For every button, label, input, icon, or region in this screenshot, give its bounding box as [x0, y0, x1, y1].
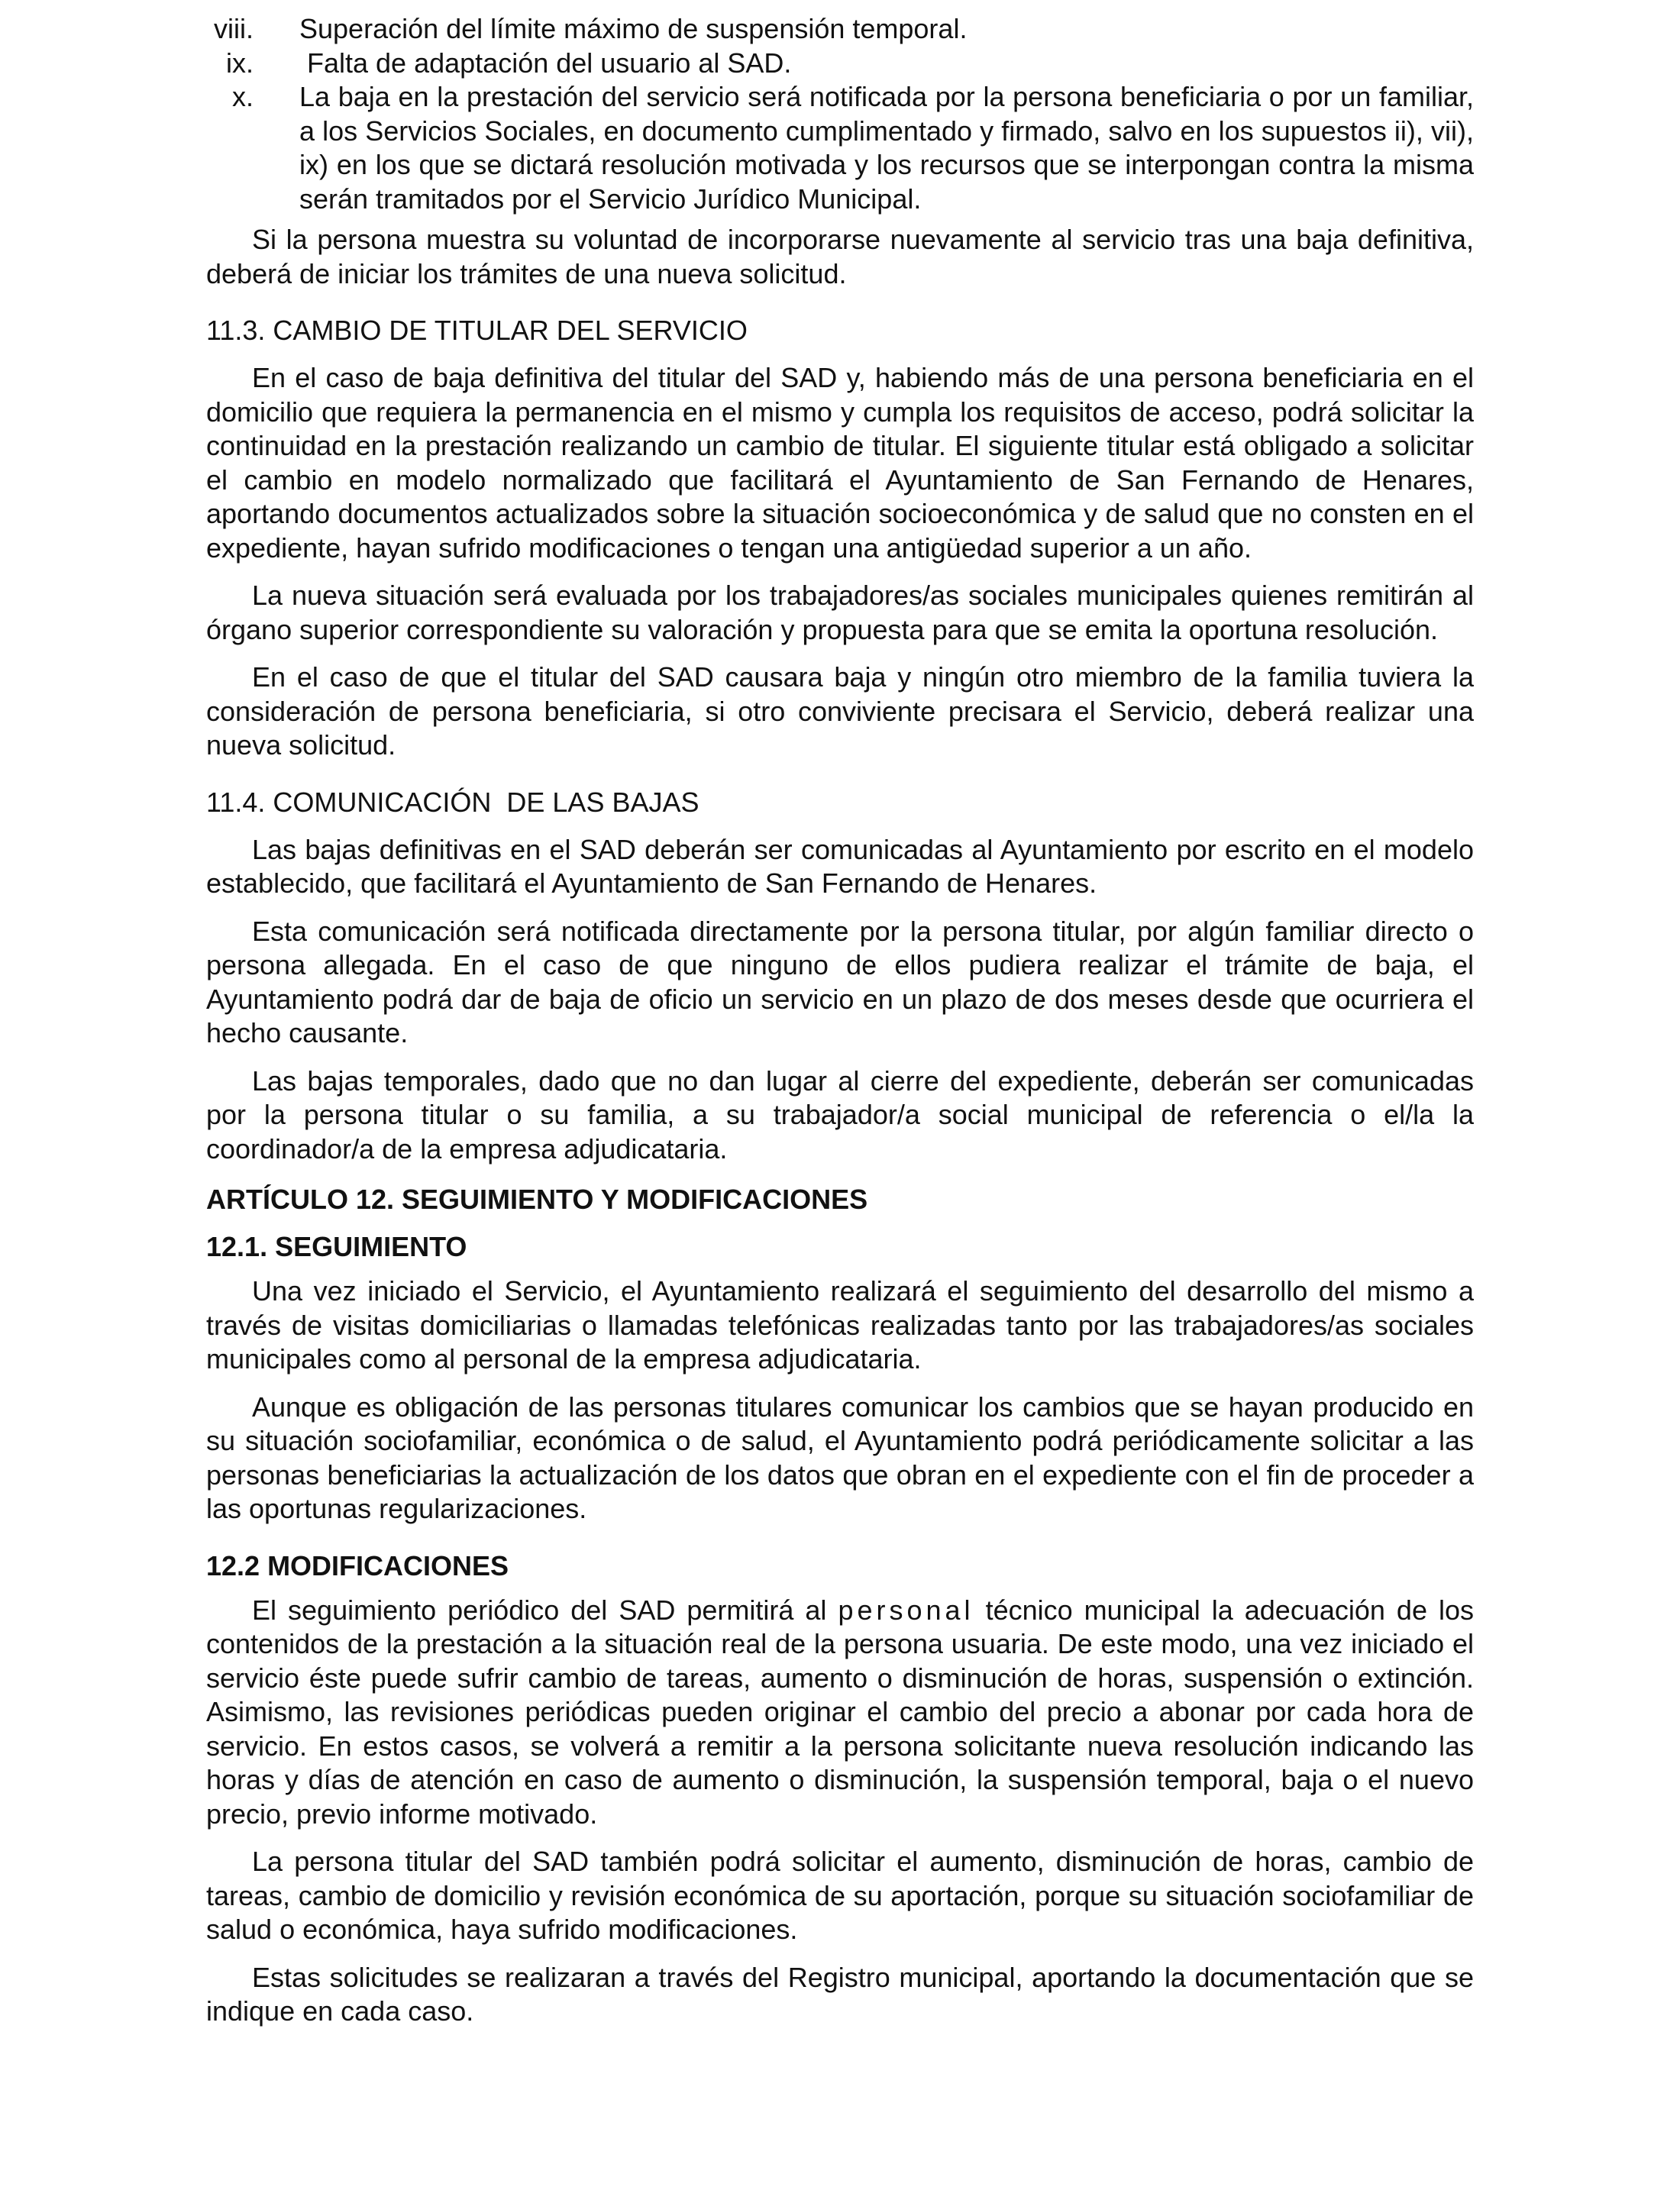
section-heading-12-2: 12.2 MODIFICACIONES [206, 1549, 509, 1581]
paragraph: Las bajas definitivas en el SAD deberán ser comunicadas al Ayuntamiento por escrito en el modelo establecido, que facilitará el Ayuntamiento de San Fernando de Henares. [206, 833, 1474, 899]
section-heading-11-4: 11.4. COMUNICACIÓN DE LAS BAJAS [206, 786, 699, 818]
section-heading-11-3: 11.3. CAMBIO DE TITULAR DEL SERVICIO [206, 315, 748, 346]
list-item [206, 80, 1474, 216]
paragraph: Las bajas temporales, dado que no dan lugar al cierre del expediente, deberán ser comunicadas por la persona titular o su familia, a su trabajador/a social municipal de referencia o el/la la coordinador/a de la empresa adjudicataria. [206, 1064, 1474, 1165]
paragraph-text-start: El seguimiento periódico del SAD permitirá al [252, 1594, 838, 1626]
paragraph: La nueva situación será evaluada por los trabajadores/as sociales municipales quienes remitirán al órgano superior correspondiente su valoración y propuesta para que se emita la oportuna resolución. [206, 580, 1474, 645]
paragraph: En el caso de que el titular del SAD causara baja y ningún otro miembro de la familia tuviera la consideración de persona beneficiaria, si otro conviviente precisara el Servicio, deberá realizar una nueva solicitud. [206, 661, 1474, 761]
list-item [206, 47, 1474, 81]
paragraph: Si la persona muestra su voluntad de incorporarse nuevamente al servicio tras una baja definitiva, deberá de iniciar los trámites de una nueva solicitud. [206, 224, 1474, 289]
paragraph: Estas solicitudes se realizaran a través del Registro municipal, aportando la documentación que se indique en cada caso. [206, 1961, 1474, 2027]
spaced-word: personal [838, 1594, 974, 1626]
paragraph: La persona titular del SAD también podrá solicitar el aumento, disminución de horas, cambio de tareas, cambio de domicilio y revisión económica de su aportación, porque su situación sociofamiliar de salud o económica, haya sufrido modificaciones. [206, 1846, 1474, 1945]
list-item-text: Falta de adaptación del usuario al SAD. [299, 47, 792, 79]
suspension-causes-list [206, 12, 1474, 216]
article-heading-12: ARTÍCULO 12. SEGUIMIENTO Y MODIFICACIONES [206, 1184, 868, 1215]
list-item-text: La baja en la prestación del servicio será notificada por la persona beneficiaria o por un familiar, a los Servicios Sociales, en documento cumplimentado y firmado, salvo en los supuestos ii), vii), ix) en los que se dictará resolución motivada y los recursos que se interpongan contra la misma serán tramitados por el Servicio Jurídico Municipal. [299, 81, 1474, 215]
list-item-number: ix. [226, 47, 254, 79]
paragraph: Esta comunicación será notificada directamente por la persona titular, por algún familiar directo o persona allegada. En el caso de que ninguno de ellos pudiera realizar el trámite de baja, el Ayuntamiento podrá dar de baja de oficio un servicio en un plazo de dos meses desde que ocurriera el hecho causante. [206, 915, 1474, 1048]
list-item-text: Superación del límite máximo de suspensión temporal. [299, 13, 968, 44]
paragraph-text-end: técnico municipal la adecuación de los contenidos de la prestación a la situación real de la persona usuaria. De este modo, una vez iniciado el servicio éste puede sufrir cambio de tareas, aumento o disminución de horas, suspensión o extinción. Asimismo, las revisiones periódicas pueden originar el cambio del precio a abonar por cada hora de servicio. En estos casos, se volverá a remitir a la persona solicitante nueva resolución indicando las horas y días de atención en caso de aumento o disminución, la suspensión temporal, baja o el nuevo precio, previo informe motivado. [206, 1594, 1475, 1830]
list-item-number: viii. [214, 13, 254, 44]
paragraph: Una vez iniciado el Servicio, el Ayuntamiento realizará el seguimiento del desarrollo del mismo a través de visitas domiciliarias o llamadas telefónicas realizadas tanto por las trabajadores/as sociales municipales como al personal de la empresa adjudicataria. [206, 1275, 1474, 1375]
list-item [206, 12, 1474, 47]
paragraph: En el caso de baja definitiva del titular del SAD y, habiendo más de una persona beneficiaria en el domicilio que requiera la permanencia en el mismo y cumpla los requisitos de acceso, podrá solicitar la continuidad en la prestación realizando un cambio de titular. El siguiente titular está obligado a solicitar el cambio en modelo normalizado que facilitará el Ayuntamiento de San Fernando de Henares, aportando documentos actualizados sobre la situación socioeconómica y de salud que no consten en el expediente, hayan sufrido modificaciones o tengan una antigüedad superior a un año. [206, 362, 1474, 564]
section-heading-12-1: 12.1. SEGUIMIENTO [206, 1231, 467, 1262]
paragraph: Aunque es obligación de las personas titulares comunicar los cambios que se hayan producido en su situación sociofamiliar, económica o de salud, el Ayuntamiento podrá periódicamente solicitar a las personas beneficiarias la actualización de los datos que obran en el expediente con el fin de proceder a las oportunas regularizaciones. [206, 1391, 1474, 1524]
list-item-number: x. [231, 81, 254, 112]
document-body [206, 223, 1474, 2043]
paragraph [206, 1594, 1474, 1832]
